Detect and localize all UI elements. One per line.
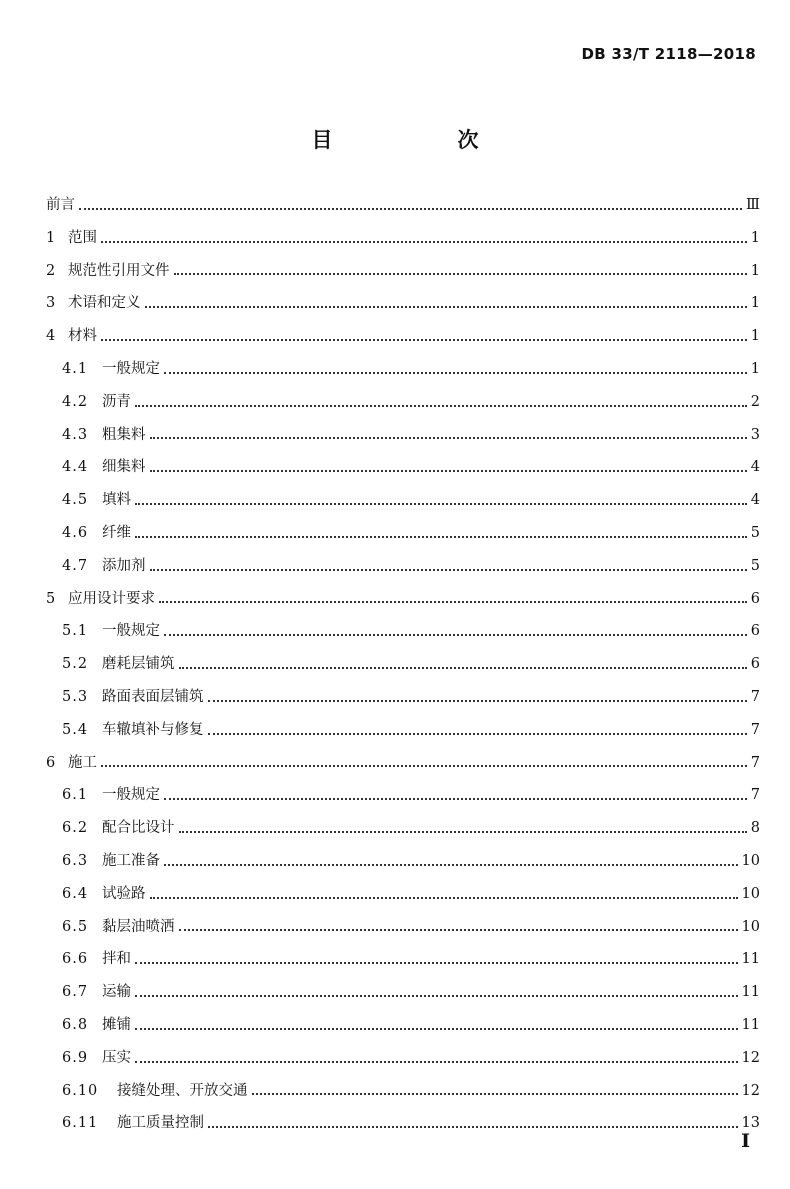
toc-entry[interactable] bbox=[46, 550, 760, 583]
toc-entry[interactable] bbox=[46, 287, 760, 320]
dot-leader bbox=[145, 305, 747, 308]
toc-entry-page: 6 bbox=[750, 656, 760, 673]
toc-entry-page: 4 bbox=[750, 459, 760, 476]
dot-leader bbox=[150, 469, 747, 472]
toc-entry[interactable] bbox=[46, 845, 760, 878]
toc-entry-number: 4.1 bbox=[62, 360, 89, 377]
toc-entry[interactable] bbox=[46, 1107, 760, 1140]
toc-entry-page: 11 bbox=[741, 984, 760, 1001]
toc-entry-title: 施工 bbox=[68, 754, 97, 771]
toc-entry-title: 范围 bbox=[68, 229, 97, 246]
dot-leader bbox=[150, 896, 738, 899]
toc-entry[interactable] bbox=[46, 747, 760, 780]
toc-entry[interactable] bbox=[46, 1075, 760, 1108]
toc-entry[interactable] bbox=[46, 648, 760, 681]
toc-entry-title: 配合比设计 bbox=[102, 820, 175, 837]
dot-leader bbox=[135, 1060, 738, 1063]
table-of-contents bbox=[46, 189, 760, 1140]
toc-entry-page: 7 bbox=[750, 787, 760, 804]
dot-leader bbox=[179, 830, 747, 833]
toc-entry-page: 1 bbox=[750, 229, 760, 246]
toc-entry-page: 10 bbox=[741, 918, 760, 935]
toc-entry-page: 10 bbox=[741, 852, 760, 869]
toc-entry-number: 4 bbox=[46, 328, 56, 345]
toc-entry-title: 前言 bbox=[46, 197, 75, 213]
toc-entry-number: 6.8 bbox=[62, 1016, 89, 1033]
toc-entry-number: 6.9 bbox=[62, 1049, 89, 1066]
toc-entry[interactable] bbox=[46, 517, 760, 550]
toc-entry-number: 5.4 bbox=[62, 721, 89, 738]
toc-entry[interactable] bbox=[46, 1009, 760, 1042]
toc-entry-title: 应用设计要求 bbox=[68, 590, 155, 607]
toc-entry-title: 粗集料 bbox=[102, 426, 146, 443]
toc-entry-title: 一般规定 bbox=[102, 787, 160, 804]
dot-leader bbox=[101, 240, 747, 243]
dot-leader bbox=[101, 338, 747, 341]
toc-entry-number: 6.5 bbox=[62, 918, 89, 935]
toc-entry[interactable] bbox=[46, 386, 760, 419]
dot-leader bbox=[164, 797, 747, 800]
toc-entry-title: 黏层油喷洒 bbox=[102, 918, 175, 935]
toc-entry-page: 13 bbox=[741, 1115, 760, 1132]
toc-entry-title: 一般规定 bbox=[102, 360, 160, 377]
dot-leader bbox=[208, 699, 747, 702]
toc-entry-number: 5.2 bbox=[62, 656, 89, 673]
toc-entry[interactable] bbox=[46, 911, 760, 944]
toc-entry[interactable] bbox=[46, 451, 760, 484]
toc-entry[interactable] bbox=[46, 222, 760, 255]
dot-leader bbox=[208, 732, 747, 735]
toc-entry-number: 6.11 bbox=[62, 1115, 99, 1132]
toc-entry-title: 施工质量控制 bbox=[117, 1115, 204, 1132]
toc-entry-number: 6.2 bbox=[62, 820, 89, 837]
toc-entry[interactable] bbox=[46, 255, 760, 288]
toc-entry-title: 添加剂 bbox=[102, 557, 146, 574]
toc-entry-page: Ⅲ bbox=[746, 197, 760, 213]
dot-leader bbox=[164, 371, 747, 374]
dot-leader bbox=[174, 272, 747, 275]
toc-entry-title: 一般规定 bbox=[102, 623, 160, 640]
toc-entry[interactable] bbox=[46, 681, 760, 714]
toc-entry[interactable] bbox=[46, 812, 760, 845]
dot-leader bbox=[135, 994, 738, 997]
toc-entry-title: 细集料 bbox=[102, 459, 146, 476]
toc-entry[interactable] bbox=[46, 1042, 760, 1075]
toc-entry[interactable] bbox=[46, 353, 760, 386]
dot-leader bbox=[150, 568, 747, 571]
toc-entry-number: 3 bbox=[46, 295, 56, 312]
toc-entry-number: 6.4 bbox=[62, 885, 89, 902]
toc-entry-number: 4.5 bbox=[62, 492, 89, 509]
dot-leader bbox=[159, 600, 747, 603]
toc-entry[interactable] bbox=[46, 943, 760, 976]
page-title: 目 次 bbox=[311, 128, 531, 152]
dot-leader bbox=[208, 1125, 738, 1128]
toc-entry-page: 5 bbox=[750, 557, 760, 574]
toc-entry[interactable] bbox=[46, 976, 760, 1009]
standard-code: DB 33/T 2118—2018 bbox=[581, 45, 756, 63]
toc-entry-number: 4.4 bbox=[62, 459, 89, 476]
toc-entry-page: 7 bbox=[750, 688, 760, 705]
toc-entry-number: 6.10 bbox=[62, 1082, 99, 1099]
toc-entry-title: 接缝处理、开放交通 bbox=[117, 1082, 248, 1099]
toc-entry-title: 材料 bbox=[68, 328, 97, 345]
toc-entry-number: 1 bbox=[46, 229, 56, 246]
toc-entry-page: 1 bbox=[750, 295, 760, 312]
toc-entry[interactable] bbox=[46, 779, 760, 812]
toc-entry-page: 6 bbox=[750, 590, 760, 607]
toc-entry-title: 沥青 bbox=[102, 393, 131, 410]
dot-leader bbox=[135, 404, 747, 407]
toc-entry-page: 11 bbox=[741, 1016, 760, 1033]
toc-entry-page: 5 bbox=[750, 524, 760, 541]
toc-entry[interactable] bbox=[46, 484, 760, 517]
toc-entry-number: 6 bbox=[46, 754, 56, 771]
dot-leader bbox=[135, 535, 747, 538]
toc-entry-number: 4.3 bbox=[62, 426, 89, 443]
toc-entry-title: 磨耗层铺筑 bbox=[102, 656, 175, 673]
toc-entry-title: 填料 bbox=[102, 492, 131, 509]
toc-entry-page: 12 bbox=[741, 1082, 760, 1099]
toc-entry-page: 1 bbox=[750, 262, 760, 279]
toc-entry-number: 5.1 bbox=[62, 623, 89, 640]
toc-entry[interactable] bbox=[46, 714, 760, 747]
toc-entry-number: 4.7 bbox=[62, 557, 89, 574]
toc-entry-title: 运输 bbox=[102, 984, 131, 1001]
toc-entry[interactable] bbox=[46, 320, 760, 353]
toc-entry-page: 11 bbox=[741, 951, 760, 968]
toc-entry[interactable] bbox=[46, 878, 760, 911]
toc-entry[interactable] bbox=[46, 419, 760, 452]
dot-leader bbox=[150, 436, 747, 439]
toc-entry-number: 4.2 bbox=[62, 393, 89, 410]
toc-entry-title: 拌和 bbox=[102, 951, 131, 968]
dot-leader bbox=[179, 928, 738, 931]
toc-entry-number: 6.1 bbox=[62, 787, 89, 804]
toc-entry-title: 路面表面层铺筑 bbox=[102, 688, 204, 705]
toc-entry-page: 8 bbox=[750, 820, 760, 837]
toc-entry-number: 6.3 bbox=[62, 852, 89, 869]
toc-entry-page: 12 bbox=[741, 1049, 760, 1066]
dot-leader bbox=[79, 207, 742, 210]
dot-leader bbox=[164, 633, 747, 636]
toc-entry-number: 6.6 bbox=[62, 951, 89, 968]
dot-leader bbox=[252, 1092, 738, 1095]
toc-entry-title: 施工准备 bbox=[102, 852, 160, 869]
toc-entry[interactable] bbox=[46, 189, 760, 222]
toc-entry-title: 车辙填补与修复 bbox=[102, 721, 204, 738]
toc-entry-page: 10 bbox=[741, 885, 760, 902]
toc-entry-number: 2 bbox=[46, 262, 56, 279]
toc-entry[interactable] bbox=[46, 615, 760, 648]
toc-entry-page: 6 bbox=[750, 623, 760, 640]
toc-entry[interactable] bbox=[46, 583, 760, 616]
toc-entry-number: 6.7 bbox=[62, 984, 89, 1001]
page-number: I bbox=[741, 1130, 750, 1152]
toc-entry-title: 规范性引用文件 bbox=[68, 262, 170, 279]
toc-entry-page: 7 bbox=[750, 754, 760, 771]
toc-entry-title: 纤维 bbox=[102, 524, 131, 541]
toc-entry-title: 术语和定义 bbox=[68, 295, 141, 312]
toc-entry-page: 7 bbox=[750, 721, 760, 738]
toc-entry-number: 4.6 bbox=[62, 524, 89, 541]
toc-entry-title: 摊铺 bbox=[102, 1016, 131, 1033]
dot-leader bbox=[135, 1027, 738, 1030]
toc-entry-title: 压实 bbox=[102, 1049, 131, 1066]
toc-entry-page: 2 bbox=[750, 393, 760, 410]
toc-entry-number: 5.3 bbox=[62, 688, 89, 705]
toc-entry-page: 1 bbox=[750, 360, 760, 377]
dot-leader bbox=[164, 863, 738, 866]
toc-entry-title: 试验路 bbox=[102, 885, 146, 902]
dot-leader bbox=[135, 502, 747, 505]
toc-entry-number: 5 bbox=[46, 590, 56, 607]
toc-entry-page: 1 bbox=[750, 328, 760, 345]
toc-entry-page: 4 bbox=[750, 492, 760, 509]
dot-leader bbox=[135, 961, 738, 964]
dot-leader bbox=[179, 666, 747, 669]
dot-leader bbox=[101, 764, 747, 767]
toc-entry-page: 3 bbox=[750, 426, 760, 443]
